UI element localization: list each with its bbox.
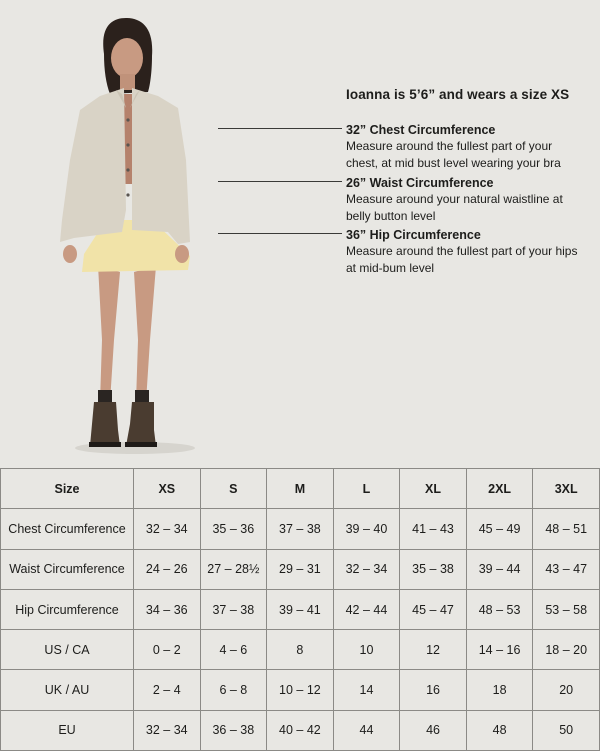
table-cell: 14 – 16 <box>466 630 533 670</box>
table-cell: 48 – 53 <box>466 589 533 629</box>
table-cell: 35 – 36 <box>200 509 267 549</box>
table-row <box>1 710 600 750</box>
table-header-row <box>1 469 600 509</box>
hip-leader-line <box>218 233 342 234</box>
row-label: UK / AU <box>1 670 134 710</box>
size-chart-table <box>0 468 600 751</box>
table-row <box>1 589 600 629</box>
table-cell: 14 <box>333 670 400 710</box>
table-cell: 34 – 36 <box>134 589 201 629</box>
table-cell: 29 – 31 <box>267 549 334 589</box>
header-cell: S <box>200 469 267 509</box>
waist-measurement-desc-2: belly button level <box>346 208 436 223</box>
table-cell: 39 – 41 <box>267 589 334 629</box>
table-cell: 53 – 58 <box>533 589 600 629</box>
row-label: Waist Circumference <box>1 549 134 589</box>
table-cell: 4 – 6 <box>200 630 267 670</box>
header-cell: L <box>333 469 400 509</box>
hip-measurement-title: 36” Hip Circumference <box>346 228 481 242</box>
table-cell: 24 – 26 <box>134 549 201 589</box>
table-cell: 18 <box>466 670 533 710</box>
table-cell: 50 <box>533 710 600 750</box>
hip-measurement-desc-2: at mid-bum level <box>346 260 435 275</box>
table-cell: 10 <box>333 630 400 670</box>
waist-measurement <box>346 176 596 224</box>
hip-measurement-desc-1: Measure around the fullest part of your hips <box>346 244 578 258</box>
header-cell: 2XL <box>466 469 533 509</box>
table-cell: 32 – 34 <box>134 509 201 549</box>
table-cell: 45 – 49 <box>466 509 533 549</box>
row-label: Chest Circumference <box>1 509 134 549</box>
row-label: EU <box>1 710 134 750</box>
table-cell: 18 – 20 <box>533 630 600 670</box>
table-cell: 40 – 42 <box>267 710 334 750</box>
table-cell: 32 – 34 <box>333 549 400 589</box>
header-cell: Size <box>1 469 134 509</box>
table-cell: 16 <box>400 670 467 710</box>
header-cell: 3XL <box>533 469 600 509</box>
waist-measurement-title: 26” Waist Circumference <box>346 176 494 190</box>
table-row <box>1 509 600 549</box>
chest-measurement-desc-2: chest, at mid bust level wearing your bra <box>346 155 561 170</box>
table-cell: 48 – 51 <box>533 509 600 549</box>
waist-leader-line <box>218 181 342 182</box>
table-cell: 10 – 12 <box>267 670 334 710</box>
table-cell: 36 – 38 <box>200 710 267 750</box>
table-cell: 20 <box>533 670 600 710</box>
table-row <box>1 549 600 589</box>
table-row <box>1 630 600 670</box>
table-cell: 46 <box>400 710 467 750</box>
table-cell: 39 – 40 <box>333 509 400 549</box>
table-cell: 2 – 4 <box>134 670 201 710</box>
table-cell: 32 – 34 <box>134 710 201 750</box>
table-cell: 48 <box>466 710 533 750</box>
table-cell: 39 – 44 <box>466 549 533 589</box>
row-label: US / CA <box>1 630 134 670</box>
table-cell: 43 – 47 <box>533 549 600 589</box>
table-row <box>1 670 600 710</box>
table-cell: 35 – 38 <box>400 549 467 589</box>
chest-measurement <box>346 123 596 171</box>
row-label: Hip Circumference <box>1 589 134 629</box>
table-cell: 45 – 47 <box>400 589 467 629</box>
table-cell: 37 – 38 <box>200 589 267 629</box>
header-cell: M <box>267 469 334 509</box>
table-cell: 12 <box>400 630 467 670</box>
chest-leader-line <box>218 128 342 129</box>
model-size-headline: Ioanna is 5’6” and wears a size XS <box>346 87 570 102</box>
table-cell: 44 <box>333 710 400 750</box>
table-cell: 27 – 28½ <box>200 549 267 589</box>
table-cell: 0 – 2 <box>134 630 201 670</box>
waist-measurement-desc-1: Measure around your natural waistline at <box>346 192 563 206</box>
chest-measurement-desc-1: Measure around the fullest part of your <box>346 139 553 153</box>
header-cell: XS <box>134 469 201 509</box>
chest-measurement-title: 32” Chest Circumference <box>346 123 496 137</box>
table-cell: 41 – 43 <box>400 509 467 549</box>
hip-measurement <box>346 228 596 276</box>
table-cell: 8 <box>267 630 334 670</box>
table-cell: 6 – 8 <box>200 670 267 710</box>
table-cell: 42 – 44 <box>333 589 400 629</box>
model-photo <box>40 10 230 460</box>
header-cell: XL <box>400 469 467 509</box>
table-cell: 37 – 38 <box>267 509 334 549</box>
